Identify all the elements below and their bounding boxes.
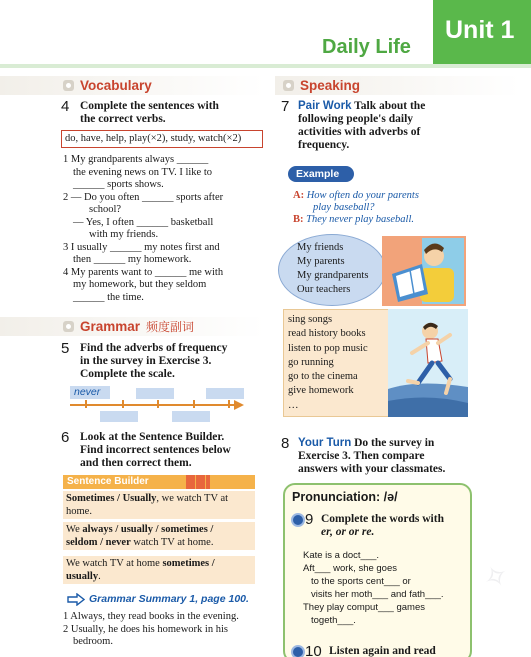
sentence-builder-row <box>63 522 255 550</box>
builder-adverbs: always / usually / sometimes / <box>82 524 214 535</box>
people-item: Our teachers <box>297 284 351 295</box>
scale-blank[interactable] <box>136 388 174 399</box>
grammar-heading-cn: 频度副词 <box>146 320 195 334</box>
pair-work-label: Pair Work <box>298 100 352 112</box>
your-turn-label: Your Turn <box>298 437 352 449</box>
instruction-line: Complete the scale. <box>80 368 175 380</box>
exercise-line: school? <box>89 204 122 215</box>
instruction-line: and then correct them. <box>80 457 192 469</box>
exercise-line: then ______ my homework. <box>73 254 192 265</box>
exercise-4-lines <box>63 154 263 304</box>
builder-adverbs: Sometimes / Usually <box>66 493 157 504</box>
scale-arrow-icon <box>234 400 244 410</box>
exercise-4-number: 4 <box>61 98 70 115</box>
exercise-line: visits her moth___ and fath___. <box>311 589 444 600</box>
bricks-decoration <box>186 475 210 489</box>
people-item: My grandparents <box>297 270 369 281</box>
sentence-builder-row <box>63 491 255 519</box>
example-dialogue <box>293 190 483 226</box>
page-title: Daily Life <box>322 36 411 58</box>
scale-never: never <box>70 386 110 399</box>
instruction-line: in the survey in Exercise 3. <box>80 355 212 367</box>
builder-text: . <box>98 571 101 582</box>
scale-tick <box>157 400 159 408</box>
pronunciation-title: Pronunciation: /ə/ <box>292 490 398 504</box>
watermark: ✧ <box>476 556 517 599</box>
grammar-summary-link[interactable]: Grammar Summary 1, page 100. <box>89 593 249 605</box>
unit-tab: Unit 1 <box>433 0 531 64</box>
activity-item: sing songs <box>288 314 333 325</box>
exercise-line: ______ sports shows. <box>73 179 164 190</box>
example-label: Example <box>288 166 354 182</box>
people-item: My parents <box>297 256 345 267</box>
instruction-line: the correct verbs. <box>80 113 166 125</box>
people-item: My friends <box>297 242 344 253</box>
activity-item: listen to pop music <box>288 342 368 354</box>
runner-illustration <box>388 309 468 417</box>
scale-blank[interactable] <box>206 388 244 399</box>
vocabulary-heading-text: Vocabulary <box>80 78 152 93</box>
exercise-line: bedroom. <box>73 636 113 647</box>
activity-item: … <box>288 399 299 411</box>
builder-text: , we watch TV at <box>156 493 229 504</box>
builder-adverbs: sometimes / <box>162 558 215 569</box>
exercise-line: 1 My grandparents always ______ <box>63 154 209 165</box>
cd-icon[interactable] <box>291 513 305 527</box>
example-line: play baseball? <box>313 202 375 213</box>
section-bullet-icon <box>63 321 74 332</box>
exercise-4-instruction <box>80 100 219 126</box>
instruction-line: Find incorrect sentences below <box>80 444 231 456</box>
exercise-7-number: 7 <box>281 98 290 115</box>
exercise-line: with my friends. <box>89 229 159 240</box>
reader-illustration <box>382 236 466 306</box>
example-line: They never play baseball. <box>306 214 415 225</box>
exercise-9-instruction <box>321 513 471 539</box>
cd-icon[interactable] <box>291 645 305 657</box>
speaking-heading <box>283 77 360 94</box>
exercise-10-instruction: Listen again and read <box>329 645 436 657</box>
exercise-line: 4 My parents want to ______ me with <box>63 266 224 278</box>
builder-text: home. <box>66 506 92 517</box>
vocabulary-heading <box>63 77 152 94</box>
instruction-line: er, or or re. <box>321 526 375 538</box>
instruction-line: frequency. <box>298 139 350 151</box>
exercise-line: 3 I usually ______ my notes first and <box>63 241 220 253</box>
builder-text: We <box>66 524 83 535</box>
scale-blank[interactable] <box>172 411 210 422</box>
scale-tick <box>193 400 195 408</box>
instruction-text: Do the survey in <box>351 437 435 449</box>
pronunciation-lines <box>303 549 468 627</box>
builder-adverbs: usually <box>66 571 99 582</box>
speaker-a-label: A: <box>293 190 305 201</box>
exercise-line: Aft___ work, she goes <box>303 563 397 574</box>
instruction-line: following people's daily <box>298 113 414 125</box>
word-box: do, have, help, play(×2), study, watch(×2) <box>61 130 263 148</box>
sentence-builder-title: Sentence Builder <box>63 475 255 489</box>
exercise-9-number: 9 <box>305 511 314 528</box>
instruction-line: activities with adverbs of <box>298 126 421 138</box>
exercise-line: 1 Always, they read books in the evening. <box>63 611 239 622</box>
exercise-line: my homework, but they seldom <box>73 279 207 290</box>
scale-tick <box>85 400 87 408</box>
frequency-scale-line <box>70 404 238 406</box>
activity-item: go running <box>288 356 334 368</box>
section-bullet-icon <box>283 80 294 91</box>
exercise-line: 2 Usually, he does his homework in his <box>63 623 228 635</box>
exercise-line: ______ the time. <box>73 291 144 303</box>
speaker-b-label: B: <box>293 214 304 225</box>
exercise-line: 2 — Do you often ______ sports after <box>63 191 224 203</box>
people-bubble <box>278 234 386 306</box>
scale-blank[interactable] <box>100 411 138 422</box>
pronunciation-box <box>283 483 472 657</box>
scale-tick <box>122 400 124 408</box>
exercise-6-instruction <box>80 431 231 470</box>
activities-box <box>283 309 393 417</box>
instruction-line: Complete the words with <box>321 513 444 525</box>
example-line: How often do your parents <box>306 190 419 201</box>
exercise-5-number: 5 <box>61 340 70 357</box>
section-bullet-icon <box>63 80 74 91</box>
instruction-line: Find the adverbs of frequency <box>80 342 228 354</box>
exercise-8-number: 8 <box>281 435 290 452</box>
grammar-heading <box>63 318 194 335</box>
exercise-6-number: 6 <box>61 429 70 446</box>
exercise-line: togeth___. <box>311 615 356 626</box>
instruction-line: Complete the sentences with <box>80 100 219 112</box>
exercise-line: Kate is a doct___. <box>303 550 380 561</box>
exercise-10-number: 10 <box>305 643 322 657</box>
exercise-line: to the sports cent___ or <box>311 576 411 587</box>
builder-text: We watch TV at home <box>66 558 163 569</box>
instruction-line: Look at the Sentence Builder. <box>80 431 225 443</box>
instruction-line: answers with your classmates. <box>298 463 446 475</box>
exercise-6-sentences <box>63 611 273 649</box>
exercise-line: They play comput___ games <box>303 602 425 613</box>
exercise-7-instruction <box>298 100 478 152</box>
header-divider <box>0 64 531 68</box>
builder-adverbs: seldom / never <box>66 537 131 548</box>
instruction-line: Exercise 3. Then compare <box>298 450 425 462</box>
scale-tick <box>228 400 230 408</box>
instruction-text: Talk about the <box>351 100 426 112</box>
activity-item: read history books <box>288 328 366 340</box>
exercise-8-instruction <box>298 437 483 476</box>
exercise-line: the evening news on TV. I like to <box>73 166 213 178</box>
exercise-5-instruction <box>80 342 227 381</box>
activity-item: give homework <box>288 385 354 397</box>
grammar-heading-text: Grammar <box>80 319 141 334</box>
speaking-heading-text: Speaking <box>300 78 361 93</box>
arrow-right-icon <box>67 593 85 606</box>
builder-text: watch TV at home. <box>130 537 214 548</box>
sentence-builder-row <box>63 556 255 584</box>
exercise-line: — Yes, I often ______ basketball <box>73 216 214 228</box>
activity-item: go to the cinema <box>288 371 358 383</box>
